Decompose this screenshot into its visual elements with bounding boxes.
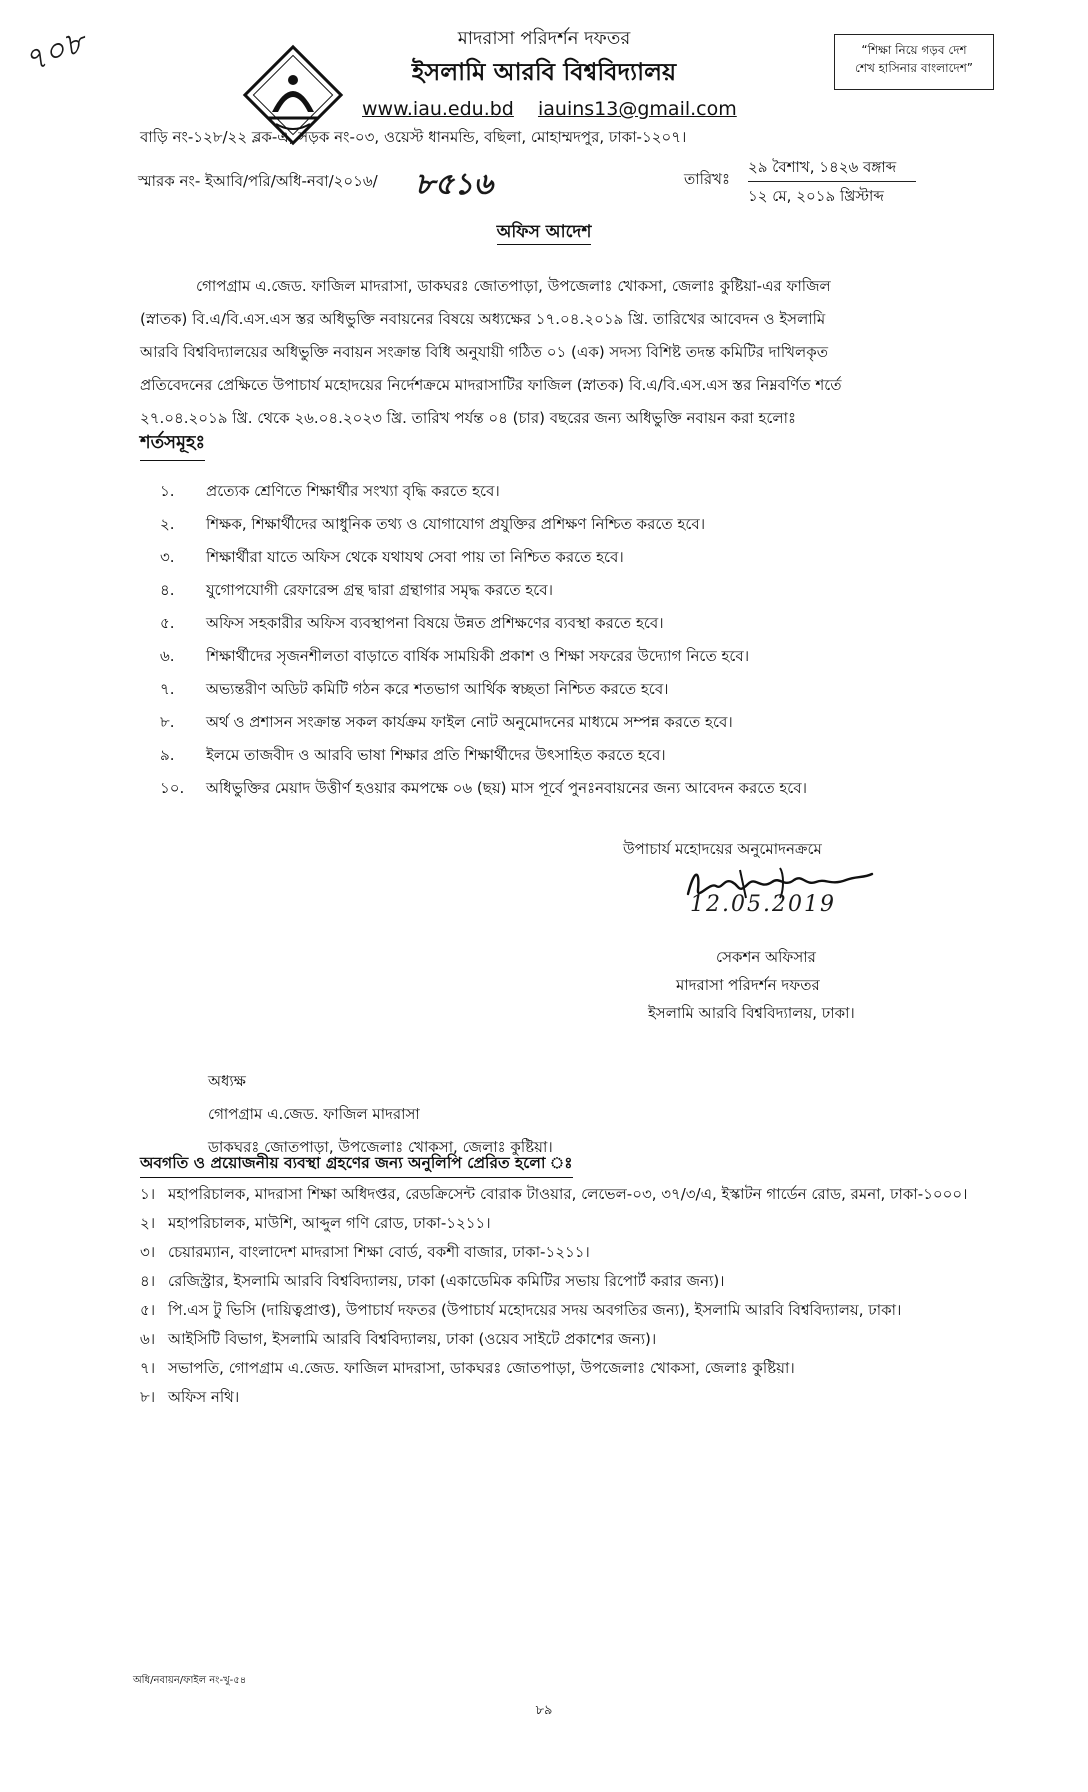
memo-label: স্মারক নং- ইআবি/পরি/অধি-নবা/২০১৬/ bbox=[138, 172, 378, 190]
condition-text: শিক্ষার্থীদের সৃজনশীলতা বাড়াতে বার্ষিক সাময়িকী প্রকাশ ও শিক্ষা সফরের উদ্যোগ নিতে হবে। bbox=[206, 647, 750, 665]
copy-item bbox=[140, 1354, 1000, 1383]
copy-text: সভাপতি, গোপগ্রাম এ.জেড. ফাজিল মাদরাসা, ডাকঘরঃ জোতপাড়া, উপজেলাঃ খোকসা, জেলাঃ কুষ্টিয়া। bbox=[168, 1359, 795, 1377]
copy-item bbox=[140, 1325, 1000, 1354]
condition-item bbox=[160, 772, 1000, 805]
condition-text: শিক্ষক, শিক্ষার্থীদের আধুনিক তথ্য ও যোগাযোগ প্রযুক্তির প্রশিক্ষণ নিশ্চিত করতে হবে। bbox=[206, 515, 706, 533]
conditions-title: শর্তসমূহঃ bbox=[140, 428, 205, 461]
condition-number: ৫. bbox=[160, 614, 175, 632]
condition-number: ৪. bbox=[160, 581, 175, 599]
conditions-list bbox=[160, 475, 1000, 805]
copy-number: ১। bbox=[140, 1185, 156, 1203]
condition-text: ইলমে তাজবীদ ও আরবি ভাষা শিক্ষার প্রতি শিক্ষার্থীদের উৎসাহিত করতে হবে। bbox=[206, 746, 666, 764]
copy-text: চেয়ারম্যান, বাংলাদেশ মাদরাসা শিক্ষা বোর্ড, বকশী বাজার, ঢাকা-১২১১। bbox=[168, 1243, 590, 1261]
copy-text: মহাপরিচালক, মাদরাসা শিক্ষা অধিদপ্তর, রেডক্রিসেন্ট বোরাক টাওয়ার, লেভেল-০৩, ৩৭/৩/এ, ইস্কাটন গার্ডেন রোড, রমনা, ঢাকা-১০০০। bbox=[168, 1185, 968, 1203]
condition-text: অভ্যন্তরীণ অডিট কমিটি গঠন করে শতভাগ আর্থিক স্বচ্ছতা নিশ্চিত করতে হবে। bbox=[206, 680, 669, 698]
condition-text: যুগোপযোগী রেফারেন্স গ্রন্থ দ্বারা গ্রন্থাগার সমৃদ্ধ করতে হবে। bbox=[206, 581, 553, 599]
copy-number: ২। bbox=[140, 1214, 156, 1232]
order-heading-text: অফিস আদেশ bbox=[497, 222, 592, 245]
slogan-line-1: “শিক্ষা নিয়ে গড়ব দেশ bbox=[861, 43, 967, 57]
copy-item bbox=[140, 1383, 1000, 1412]
copy-item bbox=[140, 1267, 1000, 1296]
addressee-address: ডাকঘরঃ জোতপাড়া, উপজেলাঃ খোকসা, জেলাঃ কুষ্টিয়া। bbox=[208, 1138, 553, 1156]
copy-number: ৬। bbox=[140, 1330, 156, 1348]
copy-item bbox=[140, 1296, 1000, 1325]
body-line: (স্নাতক) বি.এ/বি.এস.এস স্তর অধিভুক্তি নবায়নের বিষয়ে অধ্যক্ষের ১৭.০৪.২০১৯ খ্রি. তারিখের আবেদন ও ইসলামি bbox=[140, 310, 826, 328]
copy-text: আইসিটি বিভাগ, ইসলামি আরবি বিশ্ববিদ্যালয়, ঢাকা (ওয়েব সাইটে প্রকাশের জন্য)। bbox=[168, 1330, 657, 1348]
office-name: মাদরাসা পরিদর্শন দফতর bbox=[457, 28, 631, 49]
body-line: আরবি বিশ্ববিদ্যালয়ের অধিভুক্তি নবায়ন সংক্রান্ত বিধি অনুযায়ী গঠিত ০১ (এক) সদস্য বিশিষ্ট তদন্ত কমিটির দাখিলকৃত bbox=[140, 343, 828, 361]
condition-text: প্রত্যেক শ্রেণিতে শিক্ষার্থীর সংখ্যা বৃদ্ধি করতে হবে। bbox=[206, 482, 500, 500]
email-link[interactable]: iauins13@gmail.com bbox=[538, 98, 737, 120]
body-line: ২৭.০৪.২০১৯ খ্রি. থেকে ২৬.০৪.২০২৩ খ্রি. তারিখ পর্যন্ত ০৪ (চার) বছরের জন্য অধিভুক্তি নবায়ন করা হলোঃ bbox=[140, 409, 796, 427]
body-line: প্রতিবেদনের প্রেক্ষিতে উপাচার্য মহোদয়ের নির্দেশক্রমে মাদরাসাটির ফাজিল (স্নাতক) বি.এ/বি.এস.এস স্তর নিম্নবর্ণিত শর্তে bbox=[140, 376, 842, 394]
body-line: গোপগ্রাম এ.জেড. ফাজিল মাদরাসা, ডাকঘরঃ জোতপাড়া, উপজেলাঃ খোকসা, জেলাঃ কুষ্টিয়া-এর ফাজিল bbox=[196, 277, 831, 295]
condition-text: অর্থ ও প্রশাসন সংক্রান্ত সকল কার্যক্রম ফাইল নোট অনুমোদনের মাধ্যমে সম্পন্ন করতে হবে। bbox=[206, 713, 733, 731]
university-name: ইসলামি আরবি বিশ্ববিদ্যালয় bbox=[411, 58, 677, 86]
handwritten-signature-date: 12.05.2019 bbox=[690, 892, 836, 917]
condition-number: ৬. bbox=[160, 647, 175, 665]
order-body bbox=[140, 270, 944, 435]
signer-office: মাদরাসা পরিদর্শন দফতর bbox=[676, 976, 820, 994]
order-heading bbox=[0, 219, 1088, 247]
signer-university: ইসলামি আরবি বিশ্ববিদ্যালয়, ঢাকা। bbox=[648, 1004, 855, 1022]
copy-text: অফিস নথি। bbox=[168, 1388, 240, 1406]
copy-text: মহাপরিচালক, মাউশি, আব্দুল গণি রোড, ঢাকা-১২১১। bbox=[168, 1214, 491, 1232]
date-english: ১২ মে, ২০১৯ খ্রিস্টাব্দ bbox=[748, 187, 884, 205]
condition-number: ৭. bbox=[160, 680, 175, 698]
condition-item bbox=[160, 541, 1000, 574]
date-block bbox=[748, 156, 916, 208]
copy-number: ৫। bbox=[140, 1301, 156, 1319]
condition-item bbox=[160, 607, 1000, 640]
condition-item bbox=[160, 574, 1000, 607]
date-label: তারিখঃ bbox=[684, 170, 730, 188]
signer-designation: সেকশন অফিসার bbox=[716, 948, 816, 966]
slogan-box bbox=[834, 34, 994, 90]
copy-number: ৭। bbox=[140, 1359, 156, 1377]
copies-list bbox=[140, 1180, 1000, 1412]
condition-number: ১. bbox=[160, 482, 175, 500]
condition-number: ২. bbox=[160, 515, 175, 533]
copy-item bbox=[140, 1180, 1000, 1209]
file-reference-note: অধি/নবায়ন/ফাইল নং-খু-৫৪ bbox=[133, 1675, 247, 1686]
condition-item bbox=[160, 475, 1000, 508]
condition-text: শিক্ষার্থীরা যাতে অফিস থেকে যথাযথ সেবা পায় তা নিশ্চিত করতে হবে। bbox=[206, 548, 624, 566]
slogan-line-2: শেখ হাসিনার বাংলাদেশ” bbox=[854, 61, 974, 75]
condition-item bbox=[160, 508, 1000, 541]
addressee-title: অধ্যক্ষ bbox=[208, 1072, 246, 1090]
condition-number: ৩. bbox=[160, 548, 175, 566]
page-number: ৮৯ bbox=[535, 1703, 553, 1718]
addressee-institution: গোপগ্রাম এ.জেড. ফাজিল মাদরাসা bbox=[208, 1105, 420, 1123]
office-address: বাড়ি নং-১২৮/২২ ব্লক-এ, সড়ক নং-০৩, ওয়েস্ট ধানমন্ডি, বছিলা, মোহাম্মদপুর, ঢাকা-১২০৭। bbox=[140, 128, 687, 146]
copy-text: রেজিস্ট্রার, ইসলামি আরবি বিশ্ববিদ্যালয়, ঢাকা (একাডেমিক কমিটির সভায় রিপোর্ট করার জন্য)। bbox=[168, 1272, 725, 1290]
condition-item bbox=[160, 673, 1000, 706]
memo-number-handwritten: ৮৫১৬ bbox=[415, 167, 493, 202]
condition-item bbox=[160, 640, 1000, 673]
margin-handwritten-note: ৭০৮ bbox=[18, 21, 91, 81]
website-link[interactable]: www.iau.edu.bd bbox=[362, 98, 514, 120]
condition-item bbox=[160, 706, 1000, 739]
condition-text: অধিভুক্তির মেয়াদ উত্তীর্ণ হওয়ার কমপক্ষে ০৬ (ছয়) মাস পূর্বে পুনঃনবায়নের জন্য আবেদন করতে হবে। bbox=[206, 779, 807, 797]
copy-item bbox=[140, 1238, 1000, 1267]
copies-title: অবগতি ও প্রয়োজনীয় ব্যবস্থা গ্রহণের জন্য অনুলিপি প্রেরিত হলো ঃ bbox=[140, 1151, 573, 1178]
date-divider bbox=[748, 181, 916, 182]
copy-number: ৪। bbox=[140, 1272, 156, 1290]
condition-number: ৯. bbox=[160, 746, 175, 764]
condition-number: ১০. bbox=[160, 779, 185, 797]
condition-text: অফিস সহকারীর অফিস ব্যবস্থাপনা বিষয়ে উন্নত প্রশিক্ষণের ব্যবস্থা করতে হবে। bbox=[206, 614, 664, 632]
approval-line: উপাচার্য মহোদয়ের অনুমোদনক্রমে bbox=[623, 840, 822, 858]
copy-item bbox=[140, 1209, 1000, 1238]
condition-item bbox=[160, 739, 1000, 772]
condition-number: ৮. bbox=[160, 713, 175, 731]
copy-text: পি.এস টু ভিসি (দায়িত্বপ্রাপ্ত), উপাচার্য দফতর (উপাচার্য মহোদয়ের সদয় অবগতির জন্য), ইসলামি আরবি বিশ্ববিদ্যালয়, ঢাকা। bbox=[168, 1301, 902, 1319]
date-bangla: ২৯ বৈশাখ, ১৪২৬ বঙ্গাব্দ bbox=[748, 158, 897, 176]
copy-number: ৩। bbox=[140, 1243, 156, 1261]
copy-number: ৮। bbox=[140, 1388, 156, 1406]
addressee-block bbox=[208, 1065, 553, 1164]
